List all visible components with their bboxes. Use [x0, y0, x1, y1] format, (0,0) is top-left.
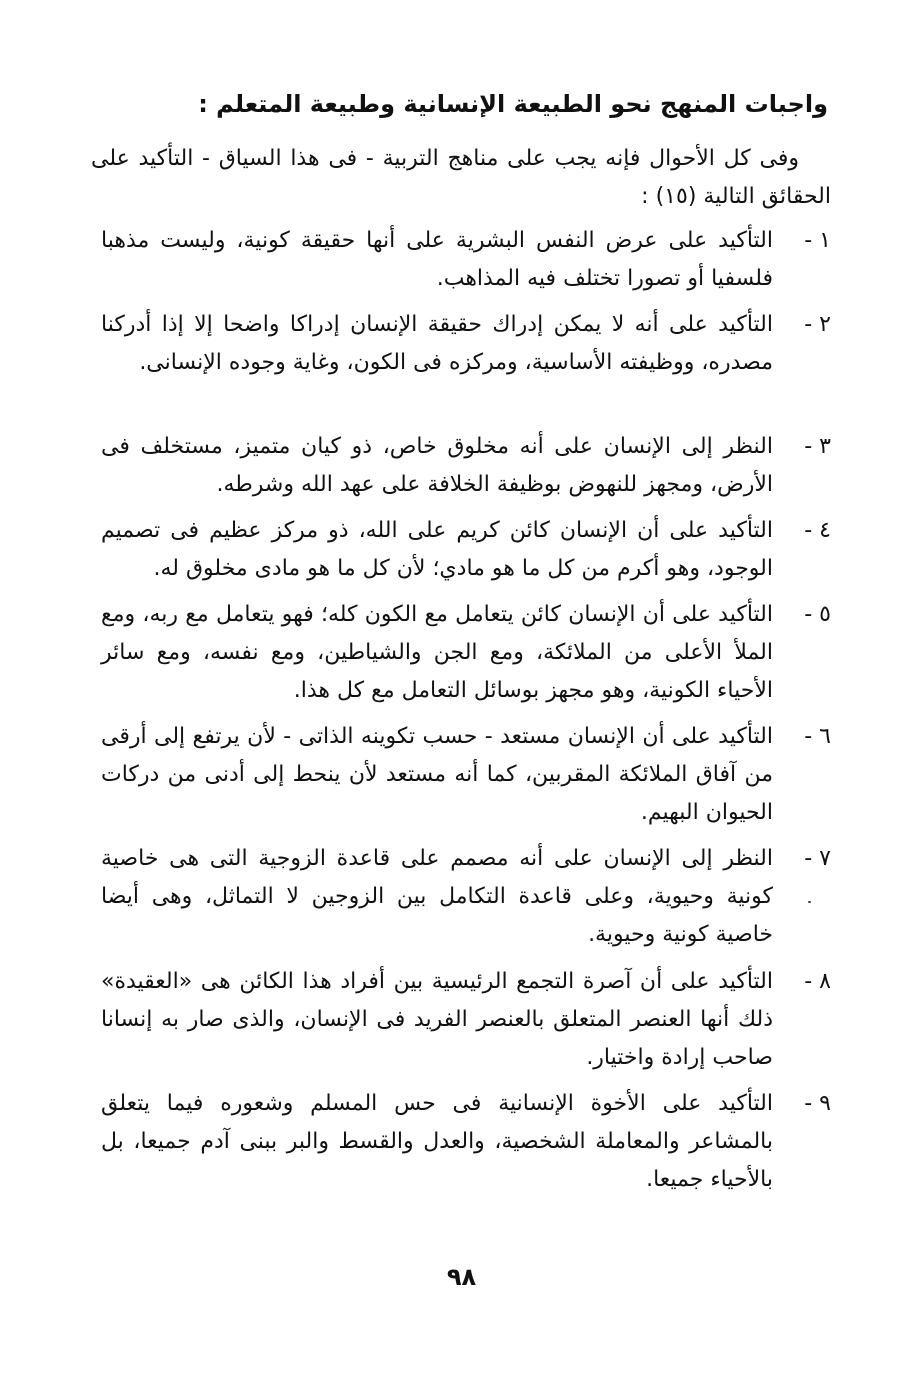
- list-item-number: ٤ -: [804, 518, 831, 543]
- intro-paragraph: وفى كل الأحوال فإنه يجب على مناهج التربية - فى هذا السياق - التأكيد على الحقائق التالية (١٥) :: [91, 146, 831, 209]
- list-item-number: ٦ -: [804, 724, 831, 749]
- section-heading: واجبات المنهج نحو الطبيعة الإنسانية وطبيعة المتعلم :: [198, 90, 828, 118]
- list-item-text: النظر إلى الإنسان على أنه مخلوق خاص، ذو كيان متميز، مستخلف فى الأرض، ومجهز للنهوض بوظيفة الخلافة على عهد الله وشرطه.: [101, 434, 773, 497]
- list-item-number: ١ -: [804, 228, 831, 253]
- list-item-number: ٥ -: [804, 602, 831, 627]
- list-item-text: التأكيد على عرض النفس البشرية على أنها حقيقة كونية، وليست مذهبا فلسفيا أو تصورا تختلف فيه المذاهب.: [101, 228, 773, 291]
- list-item: [101, 963, 831, 1077]
- list-item: [101, 428, 831, 504]
- list-item-number: ٧ -: [804, 846, 831, 871]
- list-item-text: النظر إلى الإنسان على أنه مصمم على قاعدة الزوجية التى هى خاصية كونية وحيوية، وعلى قاعدة التكامل بين الزوجين لا التماثل، وهى أيضا خاصية كونية وحيوية.: [101, 846, 773, 947]
- list-item-number: ٢ -: [804, 312, 831, 337]
- list-item-number: ٨ -: [804, 969, 831, 994]
- list-item-text: التأكيد على الأخوة الإنسانية فى حس المسلم وشعوره فيما يتعلق بالمشاعر والمعاملة الشخصية، والعدل والقسط والبر ببنى آدم جميعا، بل بالأحياء جميعا.: [101, 1091, 773, 1192]
- list-item-text: التأكيد على أن آصرة التجمع الرئيسية بين أفراد هذا الكائن هى «العقيدة» ذلك أنها العنصر المتعلق بالعنصر الفريد فى الإنسان، والذى صار به إنسانا صاحب إرادة واختيار.: [101, 969, 773, 1070]
- list-item-text: التأكيد على أن الإنسان كائن كريم على الله، ذو مركز عظيم فى تصميم الوجود، وهو أكرم من كل ما هو مادي؛ لأن كل ما هو مادى مخلوق له.: [101, 518, 773, 581]
- list-item: [101, 512, 831, 588]
- list-item: [101, 718, 831, 832]
- scan-speck: [808, 901, 811, 903]
- list-item-number: ٣ -: [804, 434, 831, 459]
- list-item: [101, 306, 831, 382]
- list-item-text: التأكيد على أن الإنسان مستعد - حسب تكوينه الذاتى - لأن يرتفع إلى أرقى من آفاق الملائكة المقربين، كما أنه مستعد لأن ينحط إلى أدنى من دركات الحيوان البهيم.: [101, 724, 773, 825]
- list-item: [101, 596, 831, 710]
- list-item-text: التأكيد على أنه لا يمكن إدراك حقيقة الإنسان إدراكا واضحا إلا إذا أدركنا مصدره، ووظيفته الأساسية، ومركزه فى الكون، وغاية وجوده الإنسانى.: [101, 312, 773, 375]
- list-item: [101, 1085, 831, 1199]
- page-number: ٩٨: [446, 1263, 477, 1291]
- list-item: [101, 840, 831, 954]
- list-item: [101, 222, 831, 298]
- list-item-number: ٩ -: [804, 1091, 831, 1116]
- list-item-text: التأكيد على أن الإنسان كائن يتعامل مع الكون كله؛ فهو يتعامل مع ربه، ومع الملأ الأعلى من الملائكة، ومع الجن والشياطين، ومع نفسه، ومع سائر الأحياء الكونية، وهو مجهز بوسائل التعامل مع كل هذا.: [101, 602, 773, 703]
